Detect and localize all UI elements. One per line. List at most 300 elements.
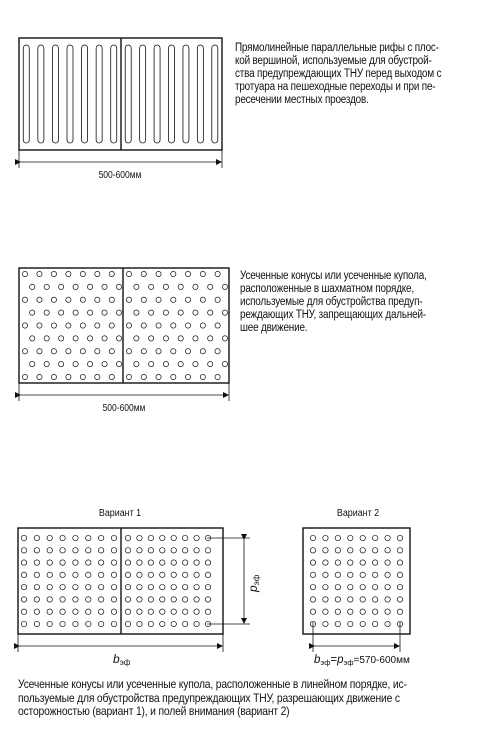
cone: [171, 535, 176, 540]
cone: [125, 560, 130, 565]
cone: [34, 597, 39, 602]
cone: [34, 609, 39, 614]
cone: [310, 597, 315, 602]
cone: [205, 584, 210, 589]
cone: [372, 548, 377, 553]
cone: [51, 271, 56, 276]
cone: [397, 548, 402, 553]
rib: [96, 45, 102, 143]
description-line: пользуемые для обустройства предупреждающих ТНУ, разрешающих движение с: [18, 690, 400, 705]
cone: [182, 597, 187, 602]
cone: [215, 349, 220, 354]
rib: [67, 45, 73, 143]
cone: [182, 572, 187, 577]
cone: [95, 374, 100, 379]
cone: [73, 584, 78, 589]
cone: [111, 584, 116, 589]
cone: [47, 597, 52, 602]
cone: [323, 548, 328, 553]
description-line: Усеченные конусы или усеченные купола,: [240, 270, 427, 282]
cone: [22, 374, 27, 379]
cone: [200, 297, 205, 302]
cone: [60, 621, 65, 626]
cone: [30, 362, 35, 367]
cone: [34, 572, 39, 577]
description-line: реждающих ТНУ, запрещающих дальней-: [240, 309, 426, 321]
variant-2-title: Вариант 2: [336, 507, 380, 520]
cone: [98, 572, 103, 577]
cone: [397, 609, 402, 614]
cone: [385, 597, 390, 602]
cone: [30, 336, 35, 341]
cone: [372, 535, 377, 540]
cone: [37, 374, 42, 379]
cone: [86, 548, 91, 553]
description-line: Прямолинейные параллельные рифы с плос-: [235, 42, 439, 54]
cone: [194, 560, 199, 565]
figure-parallel-ribs: [19, 38, 222, 180]
cone: [348, 548, 353, 553]
cone: [194, 597, 199, 602]
cone: [134, 284, 139, 289]
cone: [44, 362, 49, 367]
cone: [205, 572, 210, 577]
cone: [60, 609, 65, 614]
cone: [163, 336, 168, 341]
rib: [52, 45, 58, 143]
cone: [222, 336, 227, 341]
cone: [360, 548, 365, 553]
cone: [372, 560, 377, 565]
cone: [360, 560, 365, 565]
cone: [102, 336, 107, 341]
cone: [73, 621, 78, 626]
rib: [125, 45, 131, 143]
rib: [82, 45, 88, 143]
cone: [160, 597, 165, 602]
cone: [178, 310, 183, 315]
cone: [335, 609, 340, 614]
cone: [21, 584, 26, 589]
cone: [148, 597, 153, 602]
cone: [149, 362, 154, 367]
cone: [111, 535, 116, 540]
cone: [185, 349, 190, 354]
cone: [194, 609, 199, 614]
cone: [194, 572, 199, 577]
cone: [137, 597, 142, 602]
cone: [98, 621, 103, 626]
cone: [348, 572, 353, 577]
cone: [47, 560, 52, 565]
cone: [360, 584, 365, 589]
cone: [171, 609, 176, 614]
cone: [47, 572, 52, 577]
cone: [86, 535, 91, 540]
cone: [193, 336, 198, 341]
cone: [171, 584, 176, 589]
cone: [34, 548, 39, 553]
cone: [348, 560, 353, 565]
cone: [156, 297, 161, 302]
cone: [98, 609, 103, 614]
cone: [125, 584, 130, 589]
cone: [200, 271, 205, 276]
cone: [59, 284, 64, 289]
cone: [348, 621, 353, 626]
cone: [73, 609, 78, 614]
cone: [160, 572, 165, 577]
cone: [163, 362, 168, 367]
cone: [171, 572, 176, 577]
cone: [34, 621, 39, 626]
description-line: ресечении местных проездов.: [235, 94, 369, 106]
tile-frame: [303, 528, 410, 634]
cone: [21, 597, 26, 602]
cone: [171, 297, 176, 302]
cone: [86, 597, 91, 602]
figure-3-description: [18, 678, 407, 719]
rib: [111, 45, 117, 143]
cone: [160, 621, 165, 626]
cone: [22, 349, 27, 354]
cone: [86, 560, 91, 565]
cone: [372, 572, 377, 577]
cone: [182, 584, 187, 589]
cone: [95, 271, 100, 276]
cone: [160, 560, 165, 565]
cone: [178, 284, 183, 289]
cone: [111, 609, 116, 614]
cone: [194, 535, 199, 540]
cone: [126, 271, 131, 276]
cone: [86, 621, 91, 626]
cone: [208, 284, 213, 289]
cone: [193, 310, 198, 315]
cone-pattern-linear: [310, 535, 402, 626]
cone: [86, 572, 91, 577]
cone: [360, 597, 365, 602]
cone: [137, 535, 142, 540]
cone: [51, 349, 56, 354]
cone: [193, 362, 198, 367]
cone: [116, 362, 121, 367]
cone: [372, 584, 377, 589]
cone: [126, 349, 131, 354]
variant-1-title: Вариант 1: [98, 507, 142, 520]
cone: [87, 284, 92, 289]
cone: [141, 349, 146, 354]
rib: [38, 45, 44, 143]
cone: [60, 597, 65, 602]
p-eff-label: pэф: [246, 574, 261, 592]
cone: [95, 323, 100, 328]
cone: [385, 535, 390, 540]
cone: [116, 336, 121, 341]
cone: [80, 271, 85, 276]
dimension-label: 500-600мм: [98, 169, 142, 181]
cone: [73, 572, 78, 577]
cone: [37, 349, 42, 354]
cone: [21, 560, 26, 565]
cone: [385, 584, 390, 589]
cone: [360, 535, 365, 540]
figure-variant-2: [303, 507, 410, 667]
cone: [182, 621, 187, 626]
cone: [22, 271, 27, 276]
cone: [194, 584, 199, 589]
cone: [171, 271, 176, 276]
cone: [385, 621, 390, 626]
cone: [171, 560, 176, 565]
cone: [323, 535, 328, 540]
cone: [80, 297, 85, 302]
cone: [73, 548, 78, 553]
cone: [141, 297, 146, 302]
cone: [335, 560, 340, 565]
cone: [148, 535, 153, 540]
cone: [156, 349, 161, 354]
cone: [194, 548, 199, 553]
cone: [141, 374, 146, 379]
cone: [87, 310, 92, 315]
cone: [222, 310, 227, 315]
cone: [310, 584, 315, 589]
description-line: осторожностью (вариант 1), и полей внимания (вариант 2): [18, 704, 290, 718]
cone: [215, 374, 220, 379]
cone: [98, 548, 103, 553]
cone: [109, 374, 114, 379]
cone: [21, 548, 26, 553]
cone-pattern-linear: [21, 535, 210, 626]
cone: [21, 609, 26, 614]
cone: [205, 548, 210, 553]
rib: [197, 45, 203, 143]
cone: [149, 310, 154, 315]
cone: [47, 609, 52, 614]
cone: [178, 336, 183, 341]
cone: [148, 560, 153, 565]
cone: [310, 548, 315, 553]
description-line: Усеченные конусы или усеченные купола, расположенные в линейном порядке, ис-: [18, 677, 407, 691]
cone: [182, 560, 187, 565]
cone: [73, 310, 78, 315]
cone: [385, 572, 390, 577]
cone: [397, 584, 402, 589]
cone: [125, 597, 130, 602]
cone: [222, 362, 227, 367]
cone: [137, 621, 142, 626]
cone: [397, 560, 402, 565]
cone: [310, 535, 315, 540]
description-line: тротуара на пешеходные переходы и при пе-: [235, 81, 436, 93]
cone: [60, 560, 65, 565]
cone: [171, 323, 176, 328]
cone: [66, 374, 71, 379]
cone: [360, 572, 365, 577]
cone: [310, 560, 315, 565]
cone: [111, 621, 116, 626]
cone: [73, 362, 78, 367]
cone: [116, 310, 121, 315]
cone: [348, 609, 353, 614]
cone: [372, 621, 377, 626]
cone: [323, 572, 328, 577]
cone: [137, 572, 142, 577]
cone: [34, 560, 39, 565]
cone: [194, 621, 199, 626]
cone: [323, 560, 328, 565]
cone: [160, 584, 165, 589]
cone: [372, 609, 377, 614]
cone: [51, 323, 56, 328]
cone: [51, 297, 56, 302]
cone: [109, 271, 114, 276]
cone: [126, 297, 131, 302]
cone: [95, 297, 100, 302]
figure-1-description: [235, 42, 441, 107]
cone: [111, 572, 116, 577]
cone: [111, 560, 116, 565]
description-line: расположенные в шахматном порядке,: [240, 283, 414, 295]
cone: [148, 609, 153, 614]
figure-staggered-cones: [19, 268, 229, 413]
cone: [141, 271, 146, 276]
dimension-label: 500-600мм: [102, 402, 146, 414]
cone: [385, 560, 390, 565]
rib: [183, 45, 189, 143]
cone: [335, 535, 340, 540]
cone: [163, 310, 168, 315]
cone: [66, 349, 71, 354]
cone: [185, 297, 190, 302]
cone: [134, 336, 139, 341]
cone: [125, 572, 130, 577]
cone: [44, 336, 49, 341]
cone: [44, 310, 49, 315]
cone: [222, 284, 227, 289]
cone: [348, 535, 353, 540]
cone: [171, 621, 176, 626]
cone: [80, 323, 85, 328]
cone: [149, 336, 154, 341]
cone: [47, 535, 52, 540]
cone: [60, 572, 65, 577]
cone: [111, 548, 116, 553]
cone: [156, 374, 161, 379]
rib: [140, 45, 146, 143]
description-line: кой вершиной, используемые для обустрой-: [235, 55, 432, 67]
cone: [102, 284, 107, 289]
cone: [335, 584, 340, 589]
cone: [22, 323, 27, 328]
cone: [47, 621, 52, 626]
cone: [60, 584, 65, 589]
cone: [335, 548, 340, 553]
cone: [348, 597, 353, 602]
cone: [98, 597, 103, 602]
cone: [137, 548, 142, 553]
rib: [154, 45, 160, 143]
cone: [156, 271, 161, 276]
cone: [360, 621, 365, 626]
cone: [73, 336, 78, 341]
cone: [116, 284, 121, 289]
cone: [30, 310, 35, 315]
cone: [60, 535, 65, 540]
cone: [208, 362, 213, 367]
rib: [169, 45, 175, 143]
cone: [182, 548, 187, 553]
cone: [125, 548, 130, 553]
cone: [66, 271, 71, 276]
figure-variant-1: [18, 507, 261, 667]
cone: [208, 310, 213, 315]
cone: [335, 621, 340, 626]
cone: [60, 548, 65, 553]
cone: [86, 609, 91, 614]
cone: [385, 609, 390, 614]
cone: [148, 572, 153, 577]
cone: [34, 535, 39, 540]
cone: [73, 535, 78, 540]
cone: [21, 535, 26, 540]
cone: [148, 584, 153, 589]
cone: [323, 597, 328, 602]
cone: [149, 284, 154, 289]
cone: [47, 584, 52, 589]
cone: [323, 609, 328, 614]
cone: [160, 609, 165, 614]
cone: [323, 621, 328, 626]
cone: [397, 572, 402, 577]
cone: [137, 584, 142, 589]
cone: [171, 374, 176, 379]
cone: [310, 572, 315, 577]
cone: [200, 323, 205, 328]
cone: [80, 374, 85, 379]
cone: [109, 297, 114, 302]
cone: [109, 349, 114, 354]
cone: [59, 362, 64, 367]
cone: [141, 323, 146, 328]
cone: [44, 284, 49, 289]
cone: [182, 609, 187, 614]
cone: [30, 284, 35, 289]
cone: [205, 609, 210, 614]
b-eff-label: bэф: [113, 652, 131, 667]
cone: [134, 362, 139, 367]
cone: [385, 548, 390, 553]
variant-2-dimension-label: bэф=pэф=570-600мм: [314, 654, 410, 667]
cone: [178, 362, 183, 367]
cone: [360, 609, 365, 614]
cone: [372, 597, 377, 602]
cone: [200, 374, 205, 379]
cone: [37, 271, 42, 276]
description-line: используемые для обустройства предуп-: [240, 296, 423, 308]
rib: [212, 45, 218, 143]
cone: [310, 609, 315, 614]
cone: [148, 548, 153, 553]
cone: [397, 535, 402, 540]
cone: [125, 621, 130, 626]
cone: [59, 336, 64, 341]
cone: [37, 323, 42, 328]
cone: [185, 374, 190, 379]
cone: [125, 535, 130, 540]
cone: [126, 323, 131, 328]
